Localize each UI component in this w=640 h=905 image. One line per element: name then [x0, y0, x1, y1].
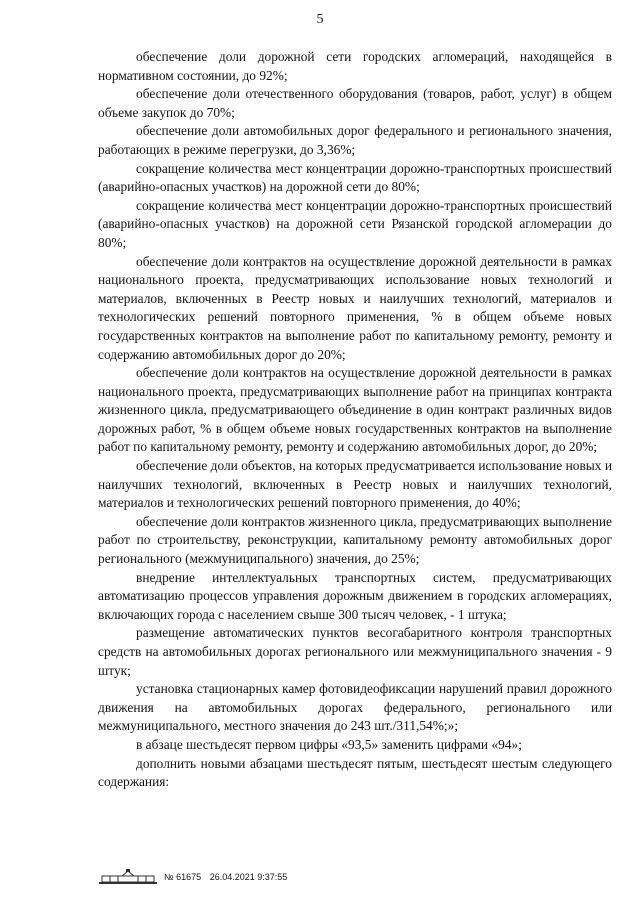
paragraph: сокращение количества мест концентрации дорожно-транспортных происшествий (аварийно-опасных участков) на дорожной сети Рязанской городской агломерации до 80%;	[98, 197, 612, 250]
registration-stamp	[164, 872, 293, 882]
paragraph: внедрение интеллектуальных транспортных систем, предусматривающих автоматизацию процессов управления дорожным движением в городских агломерациях, включающих города с населением свыше 300 тысяч человек, - 1 штука;	[98, 569, 612, 622]
paragraph: обеспечение доли автомобильных дорог федерального и регионального значения, работающих в режиме перегрузки, до 3,36%;	[98, 123, 612, 157]
paragraph: обеспечение доли объектов, на которых предусматривается использование новых и наилучших технологий, включенных в Реестр новых и наилучших технологий, материалов и технологических решений повторного применения, до 40%;	[98, 458, 612, 511]
document-datetime: 26.04.2021 9:37:55	[209, 872, 288, 882]
paragraph: обеспечение доли контрактов на осуществление дорожной деятельности в рамках национального проекта, предусматривающих использование новых технологий и материалов, включенных в Реестр новых и наилучших технологий, материалов и технологических решений повторного применения, % в общем объеме новых государственных контрактов на выполнение работ по капитальному ремонту, ремонту и содержанию автомобильных дорог до 20%;	[98, 253, 612, 362]
building-logo-icon	[98, 869, 158, 885]
document-number: № 61675	[164, 872, 202, 882]
paragraph: в абзаце шестьдесят первом цифры «93,5» заменить цифрами «94»;	[136, 736, 522, 752]
paragraph: дополнить новыми абзацами шестьдесят пятым, шестьдесят шестым следующего содержания:	[98, 755, 612, 790]
paragraph: обеспечение доли отечественного оборудования (товаров, работ, услуг) в общем объеме закупок до 70%;	[98, 86, 612, 120]
paragraph: установка стационарных камер фотовидеофиксации нарушений правил дорожного движения на автомобильных дорогах федерального, регионального или межмуниципального, местного значения до 243 шт./311,54%;»;	[98, 681, 612, 734]
paragraph: обеспечение доли дорожной сети городских агломераций, находящейся в нормативном состоянии, до 92%;	[98, 49, 612, 83]
document-footer	[98, 869, 293, 885]
document-body	[98, 48, 612, 792]
page-number: 5	[316, 12, 324, 27]
paragraph: размещение автоматических пунктов весогабаритного контроля транспортных средств на автомобильных дорогах регионального или межмуниципального значения - 9 штук;	[98, 625, 612, 678]
paragraph: обеспечение доли контрактов на осуществление дорожной деятельности в рамках национального проекта, предусматривающих выполнение работ на принципах контракта жизненного цикла, предусматривающего объединение в один контракт различных видов дорожных работ, % в общем объеме новых государственных контрактов на выполнение работ по капитальному ремонту, ремонту и содержанию автомобильных дорог, до 20%;	[98, 365, 612, 455]
paragraph: сокращение количества мест концентрации дорожно-транспортных происшествий (аварийно-опасных участков) на дорожной сети до 80%;	[98, 160, 612, 195]
paragraph: обеспечение доли контрактов жизненного цикла, предусматривающих выполнение работ по строительству, реконструкции, капитальному ремонту автомобильных дорог регионального (межмуниципального) значения, до 25%;	[98, 513, 612, 567]
